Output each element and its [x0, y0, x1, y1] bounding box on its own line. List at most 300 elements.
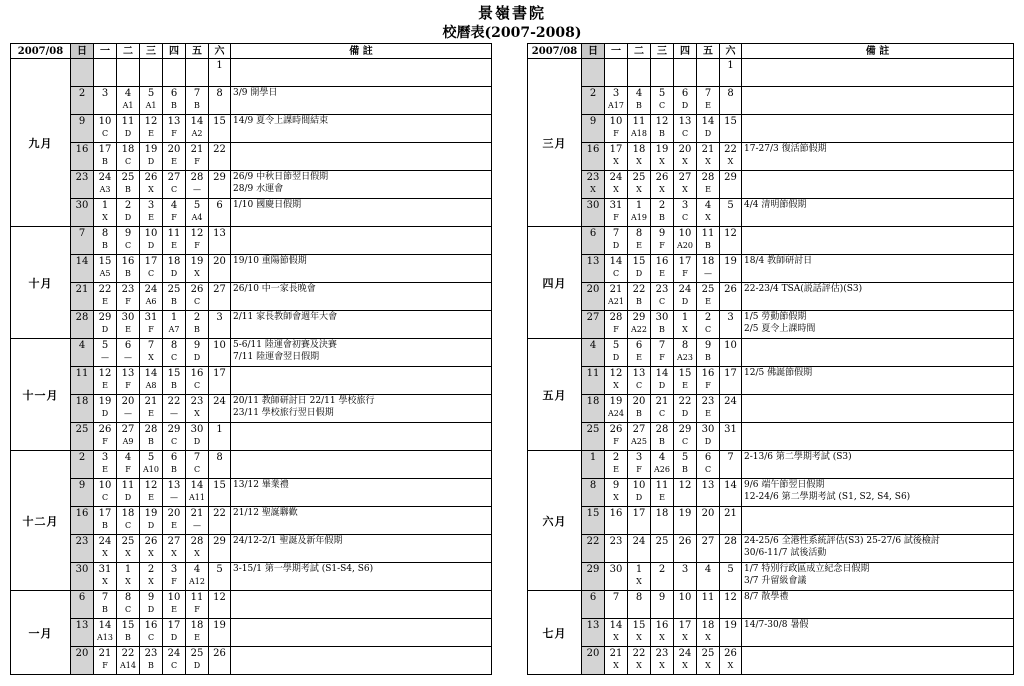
day-cell — [186, 311, 209, 339]
day-number: 21 — [190, 144, 204, 155]
day-cell — [582, 367, 605, 395]
day-number: 26 — [655, 172, 669, 183]
remark-text: 2/11 家長教師會週年大會 — [233, 312, 338, 322]
day-number: 8 — [635, 228, 643, 239]
day-number: 28 — [724, 536, 737, 547]
day-number: 29 — [678, 424, 692, 435]
day-number: 26 — [724, 284, 737, 295]
week-row — [11, 479, 492, 507]
day-cell — [628, 367, 651, 395]
cycle-day-code: B — [125, 185, 131, 194]
remarks-cell — [742, 311, 1014, 339]
day-cell — [71, 619, 94, 647]
cycle-day-code: C — [658, 409, 666, 418]
cycle-day-code: C — [681, 213, 689, 222]
weekday-header: 二 — [628, 44, 651, 59]
cycle-day-code: F — [613, 325, 619, 334]
remarks-cell — [231, 171, 492, 199]
day-number: 1 — [216, 60, 223, 71]
day-cell — [628, 395, 651, 423]
week-row — [11, 367, 492, 395]
day-cell — [94, 255, 117, 283]
day-number: 14 — [98, 620, 112, 631]
day-number: 2 — [612, 452, 620, 463]
remarks-cell — [231, 647, 492, 675]
remarks-cell — [231, 423, 492, 451]
remarks-cell — [742, 395, 1014, 423]
day-cell — [582, 395, 605, 423]
day-cell — [71, 451, 94, 479]
day-cell — [582, 255, 605, 283]
day-number: 28 — [609, 312, 623, 323]
cycle-day-code: F — [102, 437, 108, 446]
day-cell — [674, 339, 697, 367]
day-number: 12 — [724, 592, 737, 603]
day-cell — [186, 423, 209, 451]
day-number: 13 — [586, 620, 600, 631]
remark-text: 14/7-30/8 暑假 — [744, 620, 809, 630]
month-label: 十二月 — [11, 451, 71, 591]
cycle-day-code: F — [705, 381, 711, 390]
cycle-day-code: C — [101, 493, 109, 502]
day-cell — [140, 423, 163, 451]
day-cell — [140, 451, 163, 479]
day-cell — [117, 255, 140, 283]
cycle-day-code: D — [193, 661, 201, 670]
day-cell — [94, 619, 117, 647]
day-cell — [651, 479, 674, 507]
week-row — [528, 451, 1014, 479]
remarks-cell — [742, 87, 1014, 115]
day-number: 22 — [724, 144, 737, 155]
day-cell — [697, 647, 720, 675]
cycle-day-code: E — [171, 157, 177, 166]
day-cell — [117, 143, 140, 171]
remarks-cell — [231, 395, 492, 423]
day-cell — [697, 283, 720, 311]
day-cell — [628, 507, 651, 535]
week-row — [528, 619, 1014, 647]
day-number: 11 — [75, 368, 89, 379]
day-cell — [651, 87, 674, 115]
day-number: 27 — [213, 284, 226, 295]
day-cell — [582, 619, 605, 647]
cycle-day-code: D — [635, 493, 643, 502]
day-number: 5 — [147, 452, 155, 463]
remark-text: 4/4 清明節假期 — [744, 200, 807, 210]
day-number: 5 — [612, 340, 620, 351]
remark-text: 3/7 升留級會議 — [744, 576, 807, 586]
day-number: 30 — [75, 564, 89, 575]
day-number: 19 — [724, 256, 737, 267]
day-number: 23 — [75, 172, 89, 183]
day-cell — [697, 143, 720, 171]
day-number: 15 — [678, 368, 692, 379]
cycle-day-code: B — [705, 241, 711, 250]
day-number: 23 — [75, 536, 89, 547]
day-number: 16 — [655, 620, 669, 631]
week-row — [528, 283, 1014, 311]
day-cell — [94, 171, 117, 199]
weekday-header: 一 — [94, 44, 117, 59]
remarks-cell — [231, 59, 492, 87]
day-cell — [94, 199, 117, 227]
day-cell — [674, 115, 697, 143]
week-row — [11, 451, 492, 479]
week-row — [11, 647, 492, 675]
day-number: 10 — [632, 480, 646, 491]
remarks-cell — [742, 367, 1014, 395]
cycle-day-code: X — [613, 381, 619, 390]
cycle-day-code: C — [170, 353, 178, 362]
day-cell — [209, 563, 231, 591]
day-cell — [720, 507, 742, 535]
remarks-cell — [742, 227, 1014, 255]
day-number: 6 — [681, 88, 689, 99]
day-cell — [674, 171, 697, 199]
day-number: 9 — [193, 340, 201, 351]
day-number: 25 — [586, 424, 600, 435]
remarks-cell — [231, 619, 492, 647]
day-cell — [94, 563, 117, 591]
day-cell — [71, 199, 94, 227]
cycle-day-code: E — [705, 101, 711, 110]
day-cell — [582, 647, 605, 675]
day-cell — [582, 143, 605, 171]
cycle-day-code: A17 — [608, 101, 624, 110]
day-number: 28 — [144, 424, 158, 435]
cycle-day-code: E — [613, 465, 619, 474]
weekday-header: 六 — [209, 44, 231, 59]
day-number: 20 — [678, 144, 692, 155]
day-number: 8 — [216, 88, 223, 99]
day-number: 14 — [75, 256, 89, 267]
day-cell — [582, 535, 605, 563]
remarks-cell — [742, 507, 1014, 535]
cycle-day-code: C — [635, 381, 643, 390]
day-cell — [163, 171, 186, 199]
day-number: 14 — [190, 480, 204, 491]
day-number: 25 — [190, 648, 204, 659]
remark-text: 3-15/1 第一學期考試 (S1-S4, S6) — [233, 564, 374, 574]
cycle-day-code: C — [193, 465, 201, 474]
cycle-day-code: X — [613, 661, 619, 670]
cycle-day-code: D — [147, 521, 155, 530]
day-number: 2 — [147, 564, 155, 575]
day-cell — [186, 59, 209, 87]
cycle-day-code: X — [659, 157, 665, 166]
day-cell — [163, 507, 186, 535]
day-number: 23 — [586, 172, 600, 183]
day-number: 18 — [655, 508, 669, 519]
day-cell — [209, 367, 231, 395]
day-cell — [186, 395, 209, 423]
day-number: 20 — [632, 396, 646, 407]
cycle-day-code: A11 — [189, 493, 205, 502]
cycle-day-code: C — [170, 437, 178, 446]
week-row — [528, 227, 1014, 255]
remark-text: 28/9 水運會 — [233, 184, 284, 194]
day-number: 3 — [101, 452, 109, 463]
day-number: 17 — [98, 144, 112, 155]
weekday-header: 二 — [117, 44, 140, 59]
day-number: 17 — [678, 256, 692, 267]
cycle-day-code: B — [102, 605, 108, 614]
day-number: 18 — [121, 508, 135, 519]
cycle-day-code: — — [193, 521, 201, 530]
cycle-day-code: B — [636, 101, 642, 110]
cycle-day-code: C — [101, 129, 109, 138]
cycle-day-code: D — [612, 353, 620, 362]
cycle-day-code: E — [171, 605, 177, 614]
remark-text: 23/11 學校旅行翌日假期 — [233, 408, 334, 418]
cycle-day-code: F — [194, 241, 200, 250]
day-number: 12 — [609, 368, 623, 379]
day-cell — [720, 647, 742, 675]
day-cell — [186, 563, 209, 591]
day-cell — [582, 339, 605, 367]
day-cell — [94, 647, 117, 675]
day-cell — [628, 535, 651, 563]
day-cell — [163, 395, 186, 423]
cycle-day-code: F — [682, 269, 688, 278]
day-cell — [94, 591, 117, 619]
cycle-day-code: X — [102, 549, 108, 558]
day-cell — [94, 283, 117, 311]
day-cell — [628, 339, 651, 367]
day-cell — [605, 199, 628, 227]
day-cell — [697, 255, 720, 283]
day-cell — [582, 283, 605, 311]
remark-text: 1/5 勞動節假期 — [744, 312, 807, 322]
day-cell — [209, 395, 231, 423]
remark-text: 5-6/11 陸運會初賽及決賽 — [233, 340, 337, 350]
remarks-cell — [742, 115, 1014, 143]
day-number: 13 — [75, 620, 89, 631]
cycle-day-code: X — [613, 633, 619, 642]
day-number: 13 — [213, 228, 226, 239]
cycle-day-code: B — [171, 297, 177, 306]
day-number: 10 — [724, 340, 737, 351]
cycle-day-code: D — [635, 269, 643, 278]
remarks-cell — [231, 479, 492, 507]
day-number: 22 — [121, 648, 135, 659]
cycle-day-code: C — [124, 157, 132, 166]
day-cell — [71, 479, 94, 507]
day-cell — [628, 171, 651, 199]
month-label: 三月 — [528, 59, 582, 227]
cycle-day-code: B — [636, 297, 642, 306]
week-row — [11, 143, 492, 171]
cycle-day-code: X — [636, 577, 642, 586]
day-cell — [186, 283, 209, 311]
cycle-day-code: D — [681, 297, 689, 306]
remark-text: 7/11 陸運會翌日假期 — [233, 352, 320, 362]
day-cell — [163, 479, 186, 507]
cycle-day-code: D — [124, 129, 132, 138]
day-cell — [163, 59, 186, 87]
day-number: 6 — [170, 88, 178, 99]
day-number: 29 — [98, 312, 112, 323]
day-number: 3 — [681, 564, 689, 575]
day-cell — [697, 619, 720, 647]
week-row — [528, 507, 1014, 535]
day-number: 8 — [727, 88, 734, 99]
day-number: 7 — [78, 228, 86, 239]
week-row — [11, 339, 492, 367]
day-cell — [674, 563, 697, 591]
day-number: 22 — [98, 284, 112, 295]
week-row — [528, 339, 1014, 367]
cycle-day-code: F — [659, 353, 665, 362]
day-number: 17 — [213, 368, 226, 379]
remarks-cell — [742, 143, 1014, 171]
week-row — [528, 199, 1014, 227]
day-number: 17 — [724, 368, 737, 379]
day-cell — [720, 339, 742, 367]
day-cell — [209, 255, 231, 283]
day-cell — [186, 535, 209, 563]
day-cell — [720, 227, 742, 255]
day-cell — [163, 647, 186, 675]
day-number: 25 — [121, 172, 135, 183]
week-row — [528, 395, 1014, 423]
day-cell — [605, 59, 628, 87]
cycle-day-code: X — [682, 661, 688, 670]
day-cell — [140, 115, 163, 143]
week-row — [11, 87, 492, 115]
week-row — [11, 619, 492, 647]
cycle-day-code: C — [658, 101, 666, 110]
day-cell — [697, 87, 720, 115]
day-number: 17 — [609, 144, 623, 155]
cycle-day-code: C — [170, 185, 178, 194]
cycle-day-code: D — [124, 493, 132, 502]
day-cell — [582, 115, 605, 143]
day-cell — [674, 395, 697, 423]
day-cell — [605, 367, 628, 395]
calendar-title: 校曆表(2007-2008) — [442, 25, 582, 41]
day-cell — [94, 311, 117, 339]
year-header: 2007/08 — [11, 44, 71, 59]
day-number: 22 — [213, 144, 226, 155]
day-cell — [720, 311, 742, 339]
day-cell — [117, 87, 140, 115]
cycle-day-code: X — [659, 633, 665, 642]
remarks-cell — [231, 143, 492, 171]
cycle-day-code: E — [148, 493, 154, 502]
day-number: 5 — [216, 564, 223, 575]
day-cell — [674, 451, 697, 479]
day-cell — [71, 647, 94, 675]
cycle-day-code: A21 — [608, 297, 624, 306]
day-number: 22 — [678, 396, 692, 407]
cycle-day-code: A23 — [677, 353, 693, 362]
day-cell — [582, 507, 605, 535]
day-cell — [94, 367, 117, 395]
day-number: 1 — [589, 452, 597, 463]
day-cell — [605, 395, 628, 423]
cycle-day-code: X — [171, 549, 177, 558]
day-cell — [163, 227, 186, 255]
day-number: 23 — [701, 396, 715, 407]
day-number: 29 — [724, 172, 737, 183]
day-cell — [674, 535, 697, 563]
day-cell — [674, 507, 697, 535]
day-cell — [71, 535, 94, 563]
day-cell — [94, 535, 117, 563]
cycle-day-code: — — [124, 409, 132, 418]
day-number: 19 — [144, 508, 158, 519]
day-cell — [628, 479, 651, 507]
day-number: 6 — [216, 200, 223, 211]
cycle-day-code: A12 — [189, 577, 205, 586]
day-cell — [605, 115, 628, 143]
day-cell — [163, 423, 186, 451]
day-cell — [628, 311, 651, 339]
day-cell — [651, 535, 674, 563]
day-number: 26 — [144, 536, 158, 547]
day-number: 14 — [724, 480, 737, 491]
day-number: 5 — [147, 88, 155, 99]
day-cell — [186, 647, 209, 675]
day-number: 30 — [655, 312, 669, 323]
cycle-day-code: B — [659, 437, 665, 446]
day-cell — [71, 367, 94, 395]
cycle-day-code: A4 — [191, 213, 203, 222]
cycle-day-code: A14 — [120, 661, 136, 670]
day-number: 29 — [213, 172, 226, 183]
day-number: 4 — [193, 564, 201, 575]
day-cell — [674, 423, 697, 451]
day-number: 2 — [704, 312, 712, 323]
day-number: 6 — [78, 592, 86, 603]
calendar-table-left — [10, 43, 492, 675]
cycle-day-code: B — [171, 381, 177, 390]
cycle-day-code: X — [102, 213, 108, 222]
cycle-day-code: A18 — [631, 129, 647, 138]
day-number: 9 — [124, 228, 132, 239]
cycle-day-code: D — [193, 353, 201, 362]
week-row — [528, 311, 1014, 339]
day-cell — [674, 283, 697, 311]
month-label: 五月 — [528, 339, 582, 451]
day-cell — [94, 339, 117, 367]
day-cell — [71, 171, 94, 199]
day-cell — [94, 87, 117, 115]
cycle-day-code: D — [658, 381, 666, 390]
week-row — [528, 143, 1014, 171]
day-cell — [674, 619, 697, 647]
day-cell — [697, 423, 720, 451]
day-cell — [674, 87, 697, 115]
remarks-cell — [231, 255, 492, 283]
day-cell — [117, 199, 140, 227]
cycle-day-code: — — [124, 353, 132, 362]
day-cell — [651, 339, 674, 367]
day-number: 22 — [632, 284, 646, 295]
day-number: 1 — [681, 312, 689, 323]
day-cell — [186, 507, 209, 535]
day-cell — [117, 395, 140, 423]
day-cell — [186, 143, 209, 171]
day-number: 29 — [632, 312, 646, 323]
cycle-day-code: D — [681, 101, 689, 110]
cycle-day-code: F — [171, 129, 177, 138]
day-cell — [186, 255, 209, 283]
day-number: 12 — [213, 592, 226, 603]
day-number: 12 — [98, 368, 112, 379]
